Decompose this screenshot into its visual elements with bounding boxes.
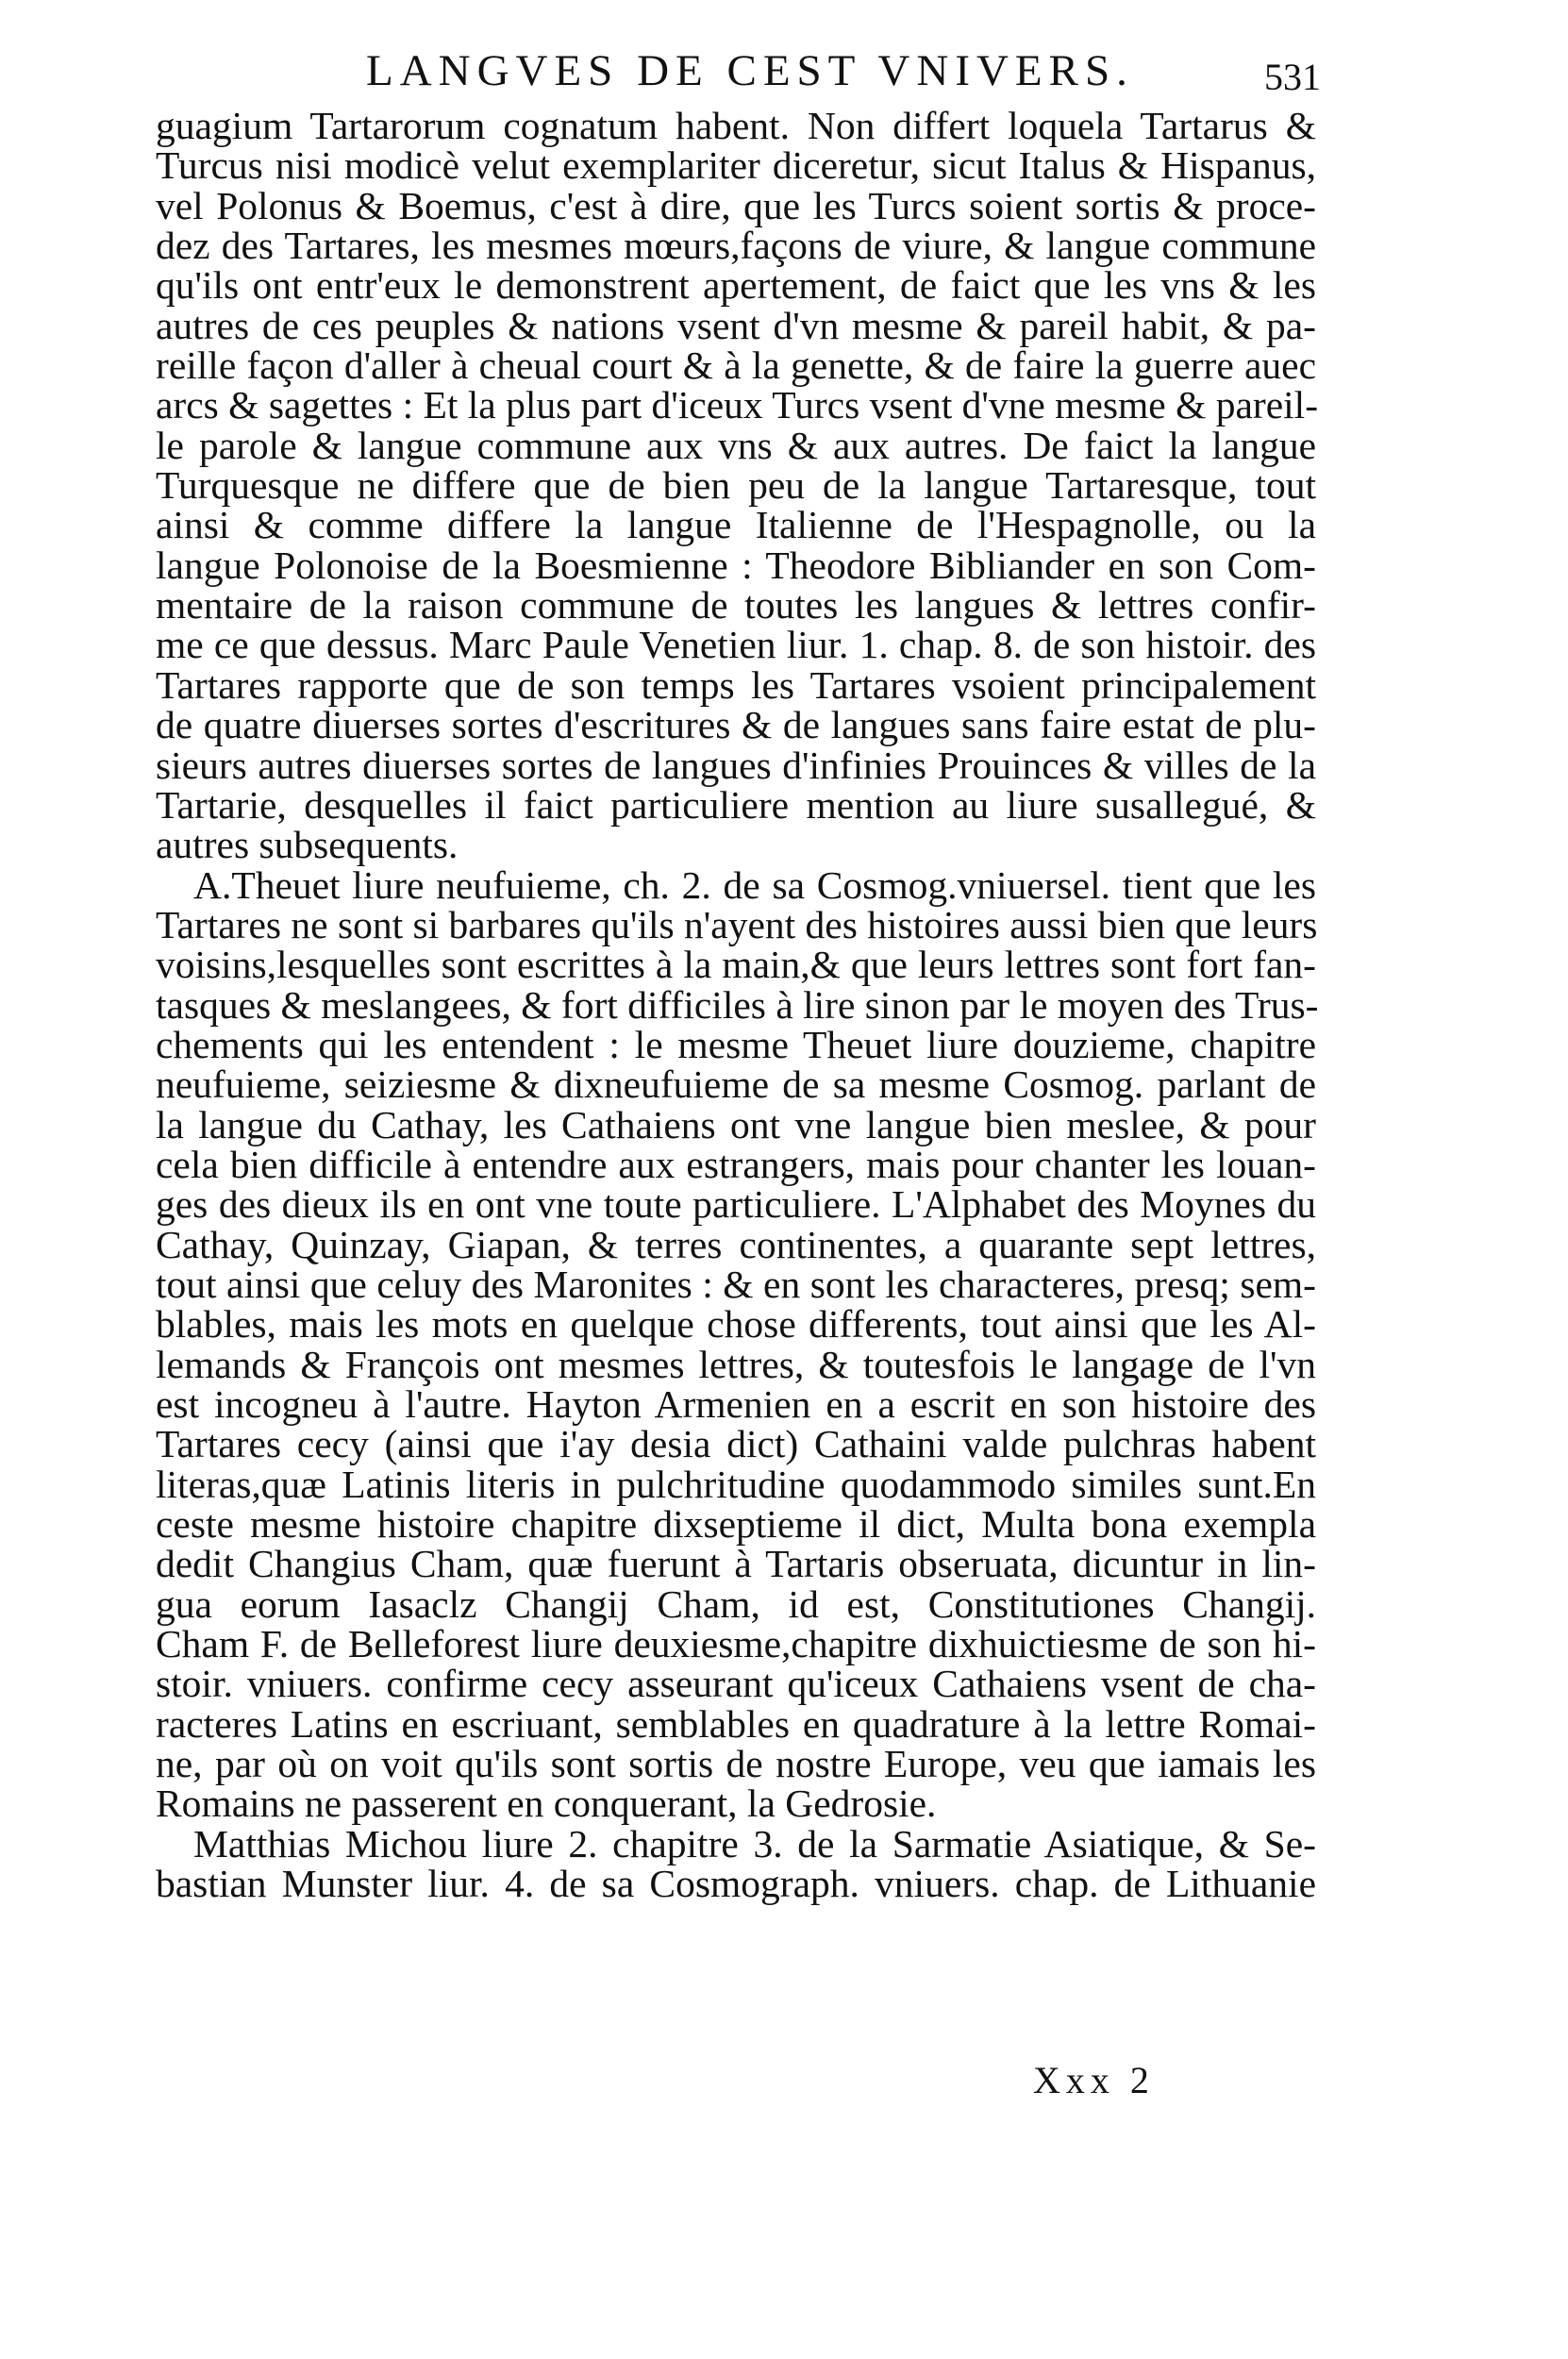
- text-line: arcs & sagettes : Et la plus part d'iceux Turcs vsent d'vne mesme & pareil-: [156, 383, 1319, 427]
- text-line: Cham F. de Belleforest liure deuxiesme,chapitre dixhuictiesme de son hi-: [156, 1622, 1316, 1666]
- text-line: de quatre diuerses sortes d'escritures & de langues sans faire estat de plu-: [156, 703, 1316, 747]
- text-line: Romains ne passerent en conquerant, la Gedrosie.: [156, 1782, 937, 1826]
- text-line: guagium Tartarorum cognatum habent. Non differt loquela Tartarus &: [156, 104, 1316, 147]
- text-line: ges des dieux ils en ont vne toute particuliere. L'Alphabet des Moynes du: [156, 1182, 1316, 1227]
- signature-mark: Xxx 2: [1033, 2059, 1155, 2101]
- text-line: cela bien difficile à entendre aux estrangers, mais pour chanter les louan-: [156, 1142, 1316, 1186]
- text-line: lemands & François ont mesmes lettres, & toutesfois le langage de l'vn: [156, 1342, 1316, 1386]
- text-line: qu'ils ont entr'eux le demonstrent apertement, de faict que les vns & les: [156, 263, 1316, 308]
- text-line: gua eorum Iasaclz Changij Cham, id est, Constitutiones Changij.: [156, 1581, 1316, 1626]
- text-line: tasques & meslangees, & fort difficiles à lire sinon par le moyen des Trus-: [156, 982, 1319, 1027]
- text-line: la langue du Cathay, les Cathaiens ont vne langue bien meslee, & pour: [156, 1102, 1316, 1146]
- text-line: reille façon d'aller à cheual court & à la genette, & de faire la guerre auec: [156, 343, 1316, 388]
- text-line: autres de ces peuples & nations vsent d'vn mesme & pareil habit, & pa-: [156, 303, 1316, 347]
- text-line: neufuieme, seiziesme & dixneufuieme de sa mesme Cosmog. parlant de: [156, 1062, 1316, 1107]
- text-line: dez des Tartares, les mesmes mœurs,façons de viure, & langue commune: [156, 224, 1316, 268]
- text-line: Matthias Michou liure 2. chapitre 3. de la Sarmatie Asiatique, & Se-: [193, 1821, 1316, 1865]
- text-line: voisins,lesquelles sont escrittes à la main,& que leurs lettres sont fort fan-: [156, 943, 1316, 987]
- text-line: chements qui les entendent : le mesme Theuet liure douzieme, chapitre: [156, 1022, 1316, 1066]
- text-line: langue Polonoise de la Boesmienne : Theodore Bibliander en son Com-: [156, 543, 1316, 587]
- text-line: A.Theuet liure neufuieme, ch. 2. de sa Cosmog.vniuersel. tient que les: [193, 862, 1316, 907]
- text-line: me ce que dessus. Marc Paule Venetien liur. 1. chap. 8. de son histoir. des: [156, 623, 1316, 667]
- page-number: 531: [1264, 56, 1321, 98]
- text-line: est incogneu à l'autre. Hayton Armenien en a escrit en son histoire des: [156, 1382, 1316, 1426]
- text-line: ne, par où on voit qu'ils sont sortis de nostre Europe, veu que iamais les: [156, 1742, 1316, 1786]
- text-line: dedit Changius Cham, quæ fuerunt à Tartaris obseruata, dicuntur in lin-: [156, 1542, 1316, 1586]
- text-line: Tartarie, desquelles il faict particuliere mention au liure susallegué, &: [156, 782, 1316, 827]
- text-line: Turquesque ne differe que de bien peu de la langue Tartaresque, tout: [156, 463, 1316, 508]
- text-line: Tartares cecy (ainsi que i'ay desia dict) Cathaini valde pulchras habent: [156, 1422, 1316, 1466]
- text-line: blables, mais les mots en quelque chose differents, tout ainsi que les Al-: [156, 1302, 1316, 1347]
- text-line: bastian Munster liur. 4. de sa Cosmograph. vniuers. chap. de Lithuanie: [156, 1862, 1316, 1906]
- running-title: LANGVES DE CEST VNIVERS.: [366, 46, 1134, 95]
- text-line: vel Polonus & Boemus, c'est à dire, que les Turcs soient sortis & proce-: [156, 183, 1316, 227]
- text-line: mentaire de la raison commune de toutes les langues & lettres confir-: [156, 583, 1316, 627]
- text-line: stoir. vniuers. confirme cecy asseurant qu'iceux Cathaiens vsent de cha-: [156, 1662, 1316, 1706]
- text-line: ceste mesme histoire chapitre dixseptieme il dict, Multa bona exempla: [156, 1502, 1316, 1547]
- text-line: tout ainsi que celuy des Maronites : & en sont les characteres, presq; sem-: [156, 1262, 1316, 1306]
- text-line: sieurs autres diuerses sortes de langues d'infinies Prouinces & villes de la: [156, 743, 1316, 787]
- text-line: Tartares rapporte que de son temps les Tartares vsoient principalement: [156, 662, 1316, 707]
- text-line: literas,quæ Latinis literis in pulchritudine quodammodo similes sunt.En: [156, 1462, 1316, 1506]
- text-line: ainsi & comme differe la langue Italienne de l'Hespagnolle, ou la: [156, 503, 1316, 547]
- body-text: [156, 104, 1319, 1906]
- text-line: le parole & langue commune aux vns & aux autres. De faict la langue: [156, 423, 1316, 467]
- text-line: autres subsequents.: [156, 823, 459, 867]
- text-line: racteres Latins en escriuant, semblables en quadrature à la lettre Romai-: [156, 1701, 1316, 1746]
- text-line: Turcus nisi modicè velut exemplariter diceretur, sicut Italus & Hispanus,: [156, 143, 1316, 188]
- text-line: Cathay, Quinzay, Giapan, & terres continentes, a quarante sept lettres,: [156, 1222, 1316, 1266]
- text-line: Tartares ne sont si barbares qu'ils n'ayent des histoires aussi bien que leurs: [156, 902, 1318, 946]
